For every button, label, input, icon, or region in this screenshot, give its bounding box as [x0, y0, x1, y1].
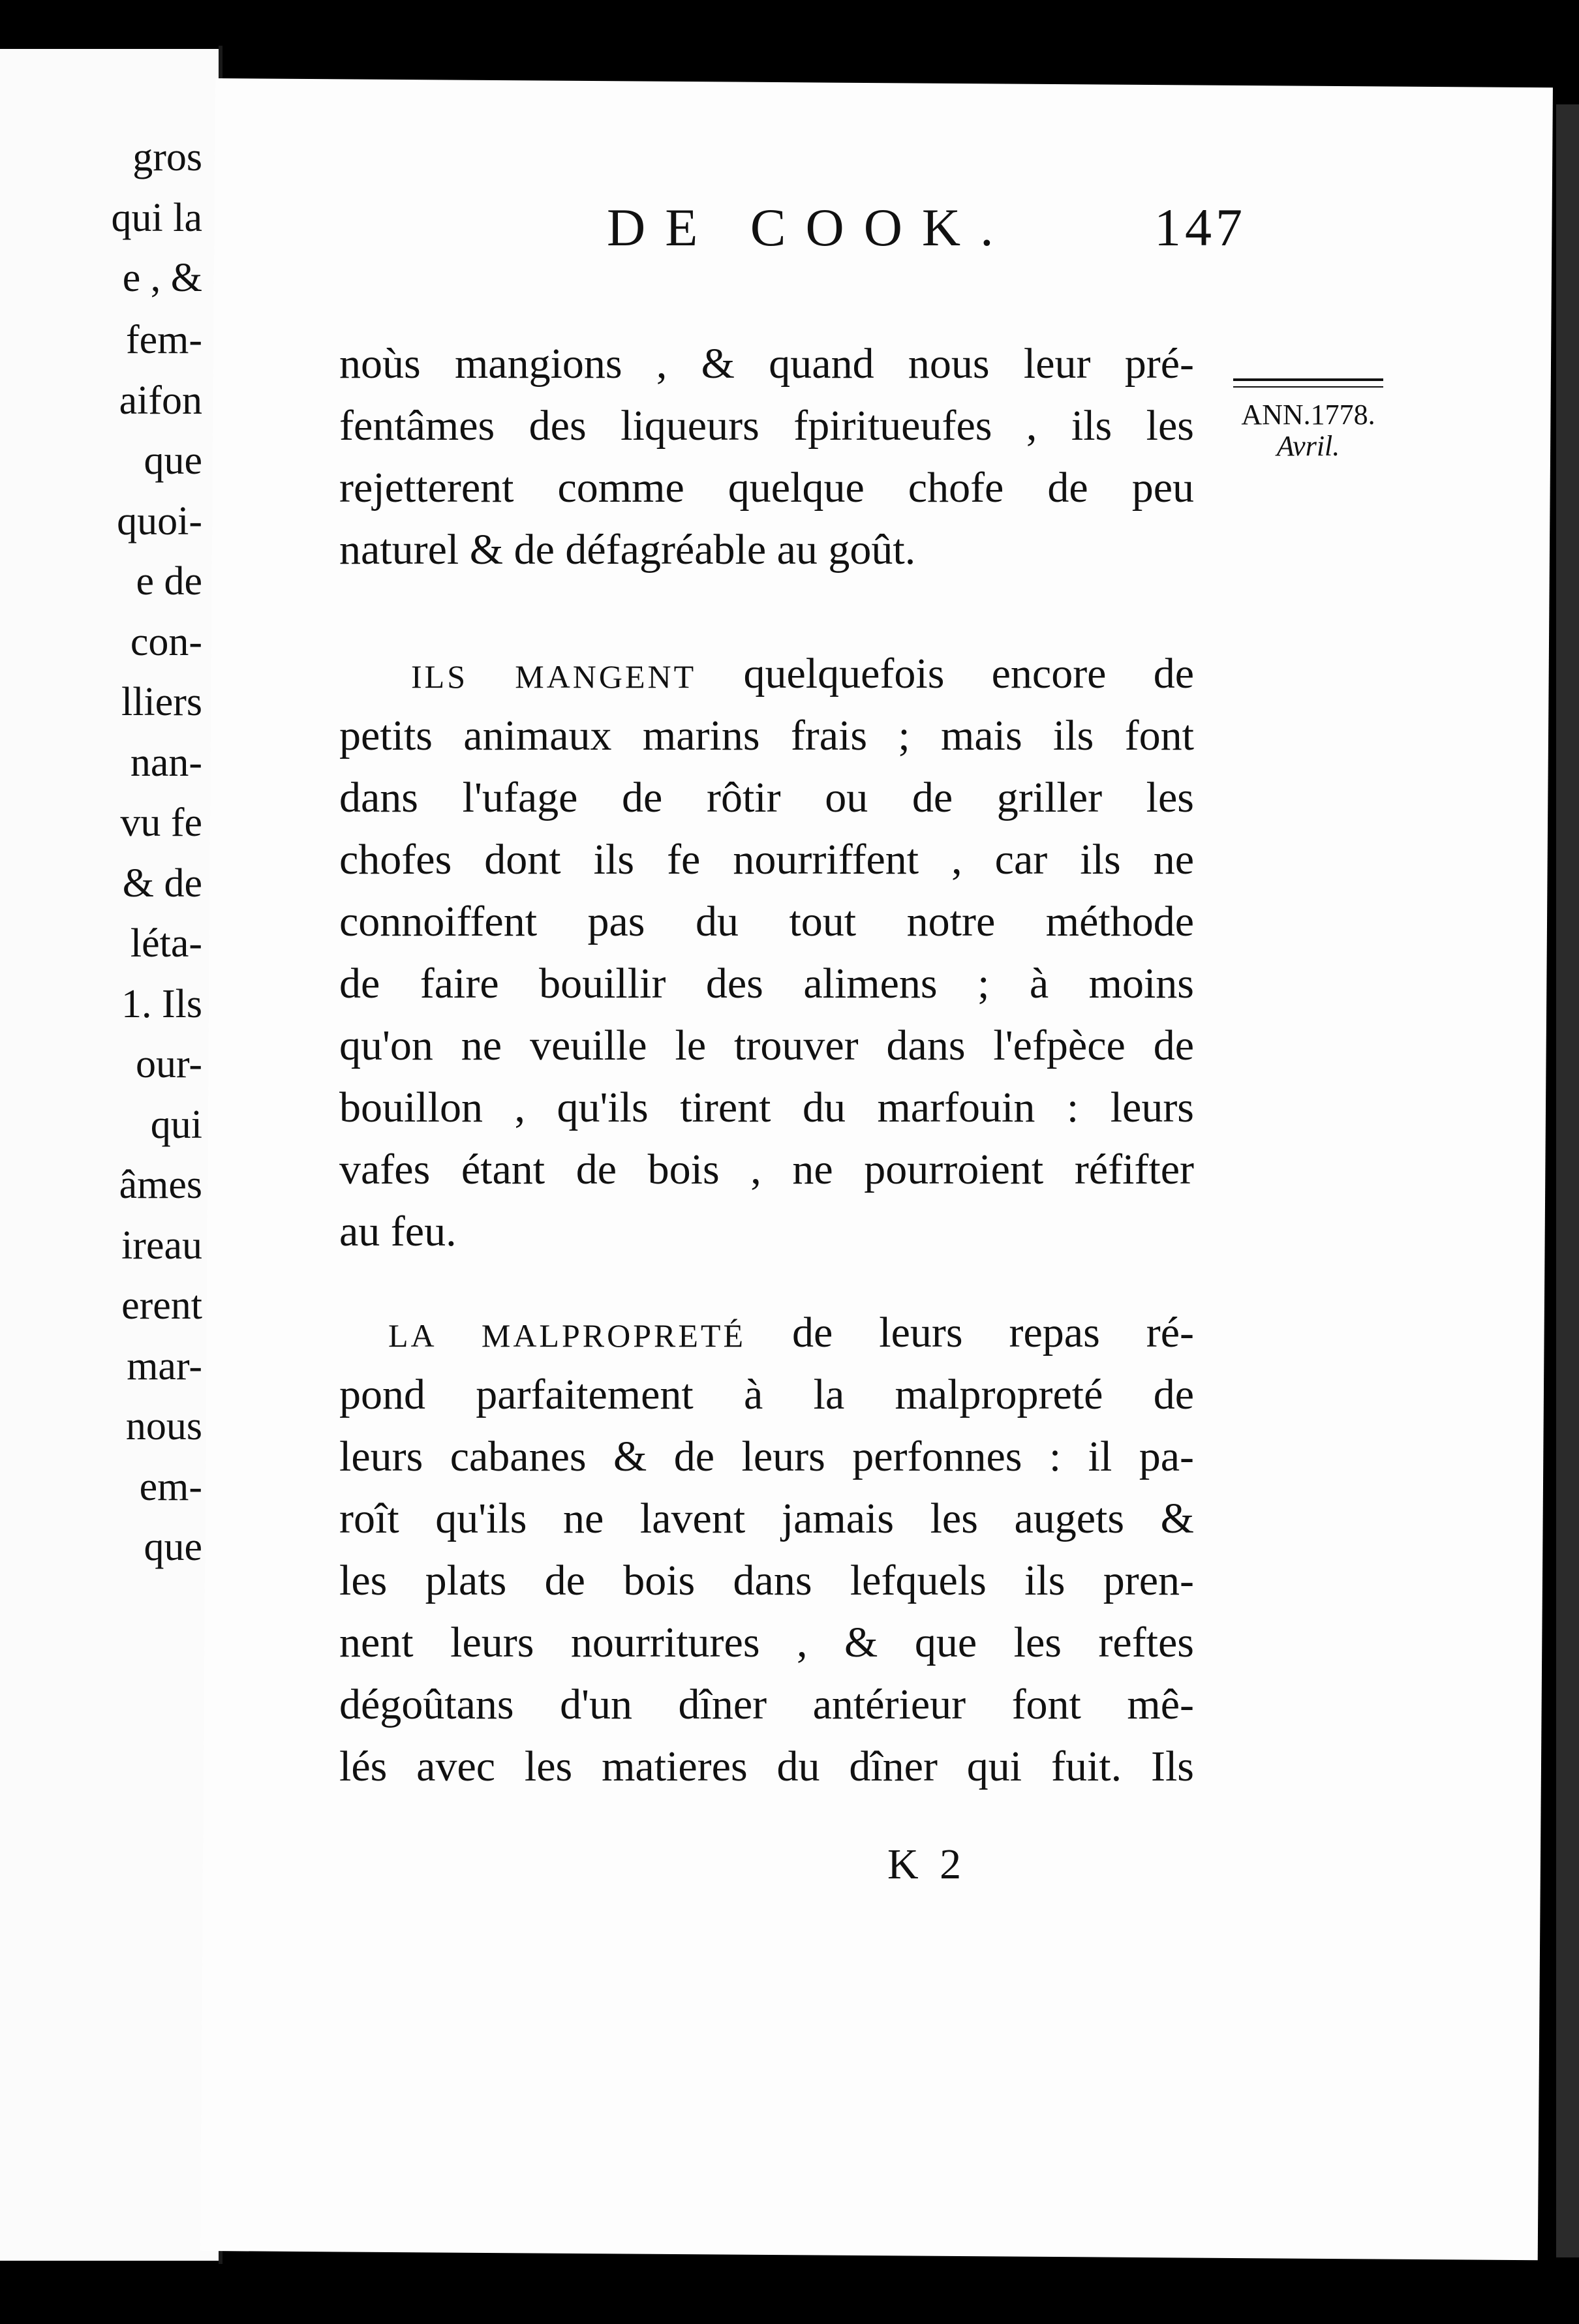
margin-note: [1230, 378, 1387, 463]
running-title: DE COOK.: [607, 198, 1013, 257]
text-line: noùs mangions , & quand nous leur pré-: [339, 340, 1194, 388]
facing-page-left: [0, 49, 222, 2261]
facing-page-fragment: que: [144, 438, 202, 483]
margin-month: Avril.: [1276, 430, 1340, 463]
facing-page-fragment: qui: [150, 1103, 202, 1147]
text-line: de faire bouillir des alimens ; à moins: [339, 960, 1194, 1007]
text-line: leurs cabanes & de leurs perfonnes : il pa-: [339, 1433, 1194, 1480]
facing-page-fragment: e , &: [122, 256, 202, 300]
text-line: pond parfaitement à la malpropreté de: [339, 1371, 1194, 1418]
text-line: lés avec les matieres du dîner qui fuit. Ils: [339, 1743, 1194, 1790]
facing-page-fragment: con-: [130, 620, 202, 664]
facing-page-fragment: qui la: [111, 196, 202, 240]
facing-page-fragment: & de: [122, 861, 202, 906]
facing-page-fragment: 1. Ils: [121, 982, 202, 1026]
text-line: rejetterent comme quelque chofe de peu: [339, 464, 1194, 512]
facing-page-fragment: que: [144, 1525, 202, 1569]
text-line: connoiffent pas du tout notre méthode: [339, 898, 1194, 945]
text-fragment: quelquefois encore de: [743, 650, 1194, 697]
facing-page-fragment: nous: [125, 1404, 202, 1448]
facing-page-fragment: our-: [135, 1042, 202, 1086]
text-line: fentâmes des liqueurs fpiritueufes , ils les: [339, 402, 1194, 450]
facing-page-fragment: fem-: [125, 318, 202, 362]
facing-page-fragment: léta-: [130, 921, 202, 966]
paragraph-1: [339, 333, 1194, 581]
text-line: nent leurs nourritures , & que les reftes: [339, 1619, 1194, 1666]
text-line: dans l'ufage de rôtir ou de griller les: [339, 774, 1194, 821]
paragraph-2: [339, 643, 1194, 1262]
text-fragment: de leurs repas ré-: [792, 1309, 1194, 1356]
paragraph-3: [339, 1302, 1194, 1797]
text-line: au feu.: [339, 1208, 457, 1255]
paragraph-lead: ILS MANGENT: [411, 658, 697, 695]
signature-mark: K 2: [887, 1841, 967, 1888]
text-line: [339, 1302, 1194, 1364]
facing-page-fragment: em-: [139, 1465, 202, 1509]
facing-page-fragment: e de: [136, 559, 202, 604]
text-line: les plats de bois dans lefquels ils pren-: [339, 1557, 1194, 1604]
text-line: [339, 643, 1194, 705]
text-line: qu'on ne veuille le trouver dans l'efpèce de: [339, 1022, 1194, 1069]
facing-page-fragment: mar-: [127, 1344, 202, 1388]
paragraph-lead: LA MALPROPRETÉ: [388, 1317, 746, 1354]
text-line: petits animaux marins frais ; mais ils font: [339, 712, 1194, 759]
page-edge-shadow: [1556, 104, 1579, 2257]
text-line: roît qu'ils ne lavent jamais les augets &: [339, 1495, 1194, 1542]
facing-page-fragment: gros: [132, 135, 202, 179]
facing-page-fragment: aifon: [119, 378, 202, 423]
facing-page-fragment: ireau: [121, 1223, 202, 1268]
text-line: chofes dont ils fe nourriffent , car ils ne: [339, 836, 1194, 883]
facing-page-fragment: vu fe: [120, 801, 202, 845]
facing-page-fragment: nan-: [130, 741, 202, 785]
margin-year: ANN.1778.: [1241, 399, 1375, 431]
facing-page-fragment: quoi-: [117, 499, 202, 543]
text-line: bouillon , qu'ils tirent du marfouin : leurs: [339, 1084, 1194, 1131]
facing-page-fragment: lliers: [121, 680, 202, 724]
text-line: dégoûtans d'un dîner antérieur font mê-: [339, 1681, 1194, 1728]
running-head: [398, 197, 1246, 262]
text-line: naturel & de défagréable au goût.: [339, 526, 916, 573]
margin-rule: [1233, 378, 1383, 381]
facing-page-fragment: âmes: [119, 1163, 202, 1207]
page-number: 147: [1154, 198, 1246, 257]
text-line: vafes étant de bois , ne pourroient réfifter: [339, 1146, 1194, 1193]
margin-rule: [1233, 386, 1383, 388]
facing-page-fragment: erent: [121, 1283, 202, 1328]
